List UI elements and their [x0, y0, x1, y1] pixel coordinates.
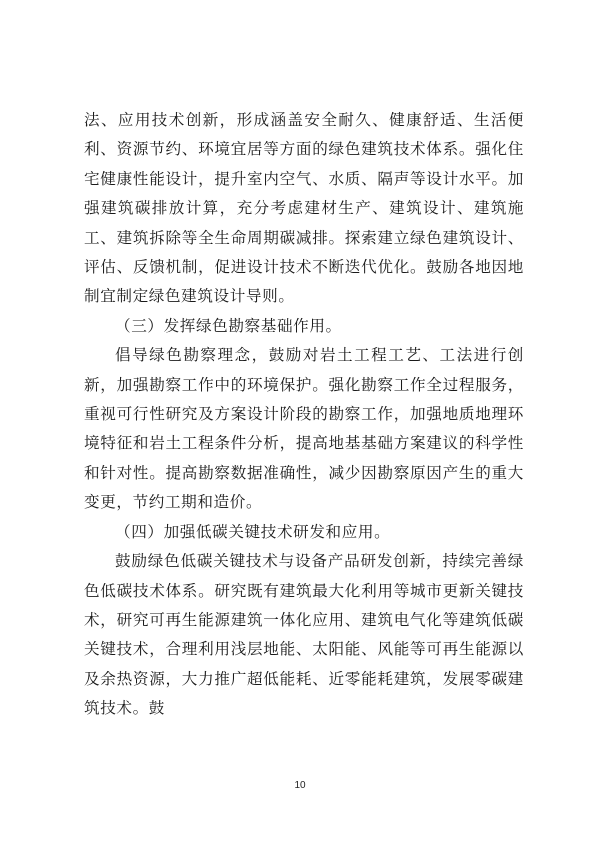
section-heading-green-survey: （三）发挥绿色勘察基础作用。: [115, 316, 342, 335]
body-text: [84, 106, 524, 724]
paragraph-green-design-continued: 法、应用技术创新，形成涵盖安全耐久、健康舒适、生活便利、资源节约、环境宜居等方面的绿色建筑技术体系。强化住宅健康性能设计，提升室内空气、水质、隔声等设计水平。加强建筑碳排放计算，充分考虑建材生产、建筑设计、建筑施工、建筑拆除等全生命周期碳减排。探索建立绿色建筑设计、评估、反馈机制，促进设计技术不断迭代优化。鼓励各地因地制宜制定绿色建筑设计导则。: [84, 111, 524, 306]
section-heading-low-carbon-tech: （四）加强低碳关键技术研发和应用。: [115, 522, 391, 541]
page-number: 10: [294, 780, 306, 791]
paragraph-green-survey: 倡导绿色勘察理念，鼓励对岩土工程工艺、工法进行创新，加强勘察工作中的环境保护。强化勘察工作全过程服务，重视可行性研究及方案设计阶段的勘察工作，加强地质地理环境特征和岩土工程条件分析，提高地基基础方案建议的科学性和针对性。提高勘察数据准确性，减少因勘察原因产生的重大变更，节约工期和造价。: [84, 346, 524, 512]
paragraph-low-carbon-tech: 鼓励绿色低碳关键技术与设备产品研发创新，持续完善绿色低碳技术体系。研究既有建筑最大化利用等城市更新关键技术，研究可再生能源建筑一体化应用、建筑电气化等建筑低碳关键技术，合理利用浅层地能、太阳能、风能等可再生能源以及余热资源，大力推广超低能耗、近零能耗建筑，发展零碳建筑技术。鼓: [84, 552, 524, 718]
